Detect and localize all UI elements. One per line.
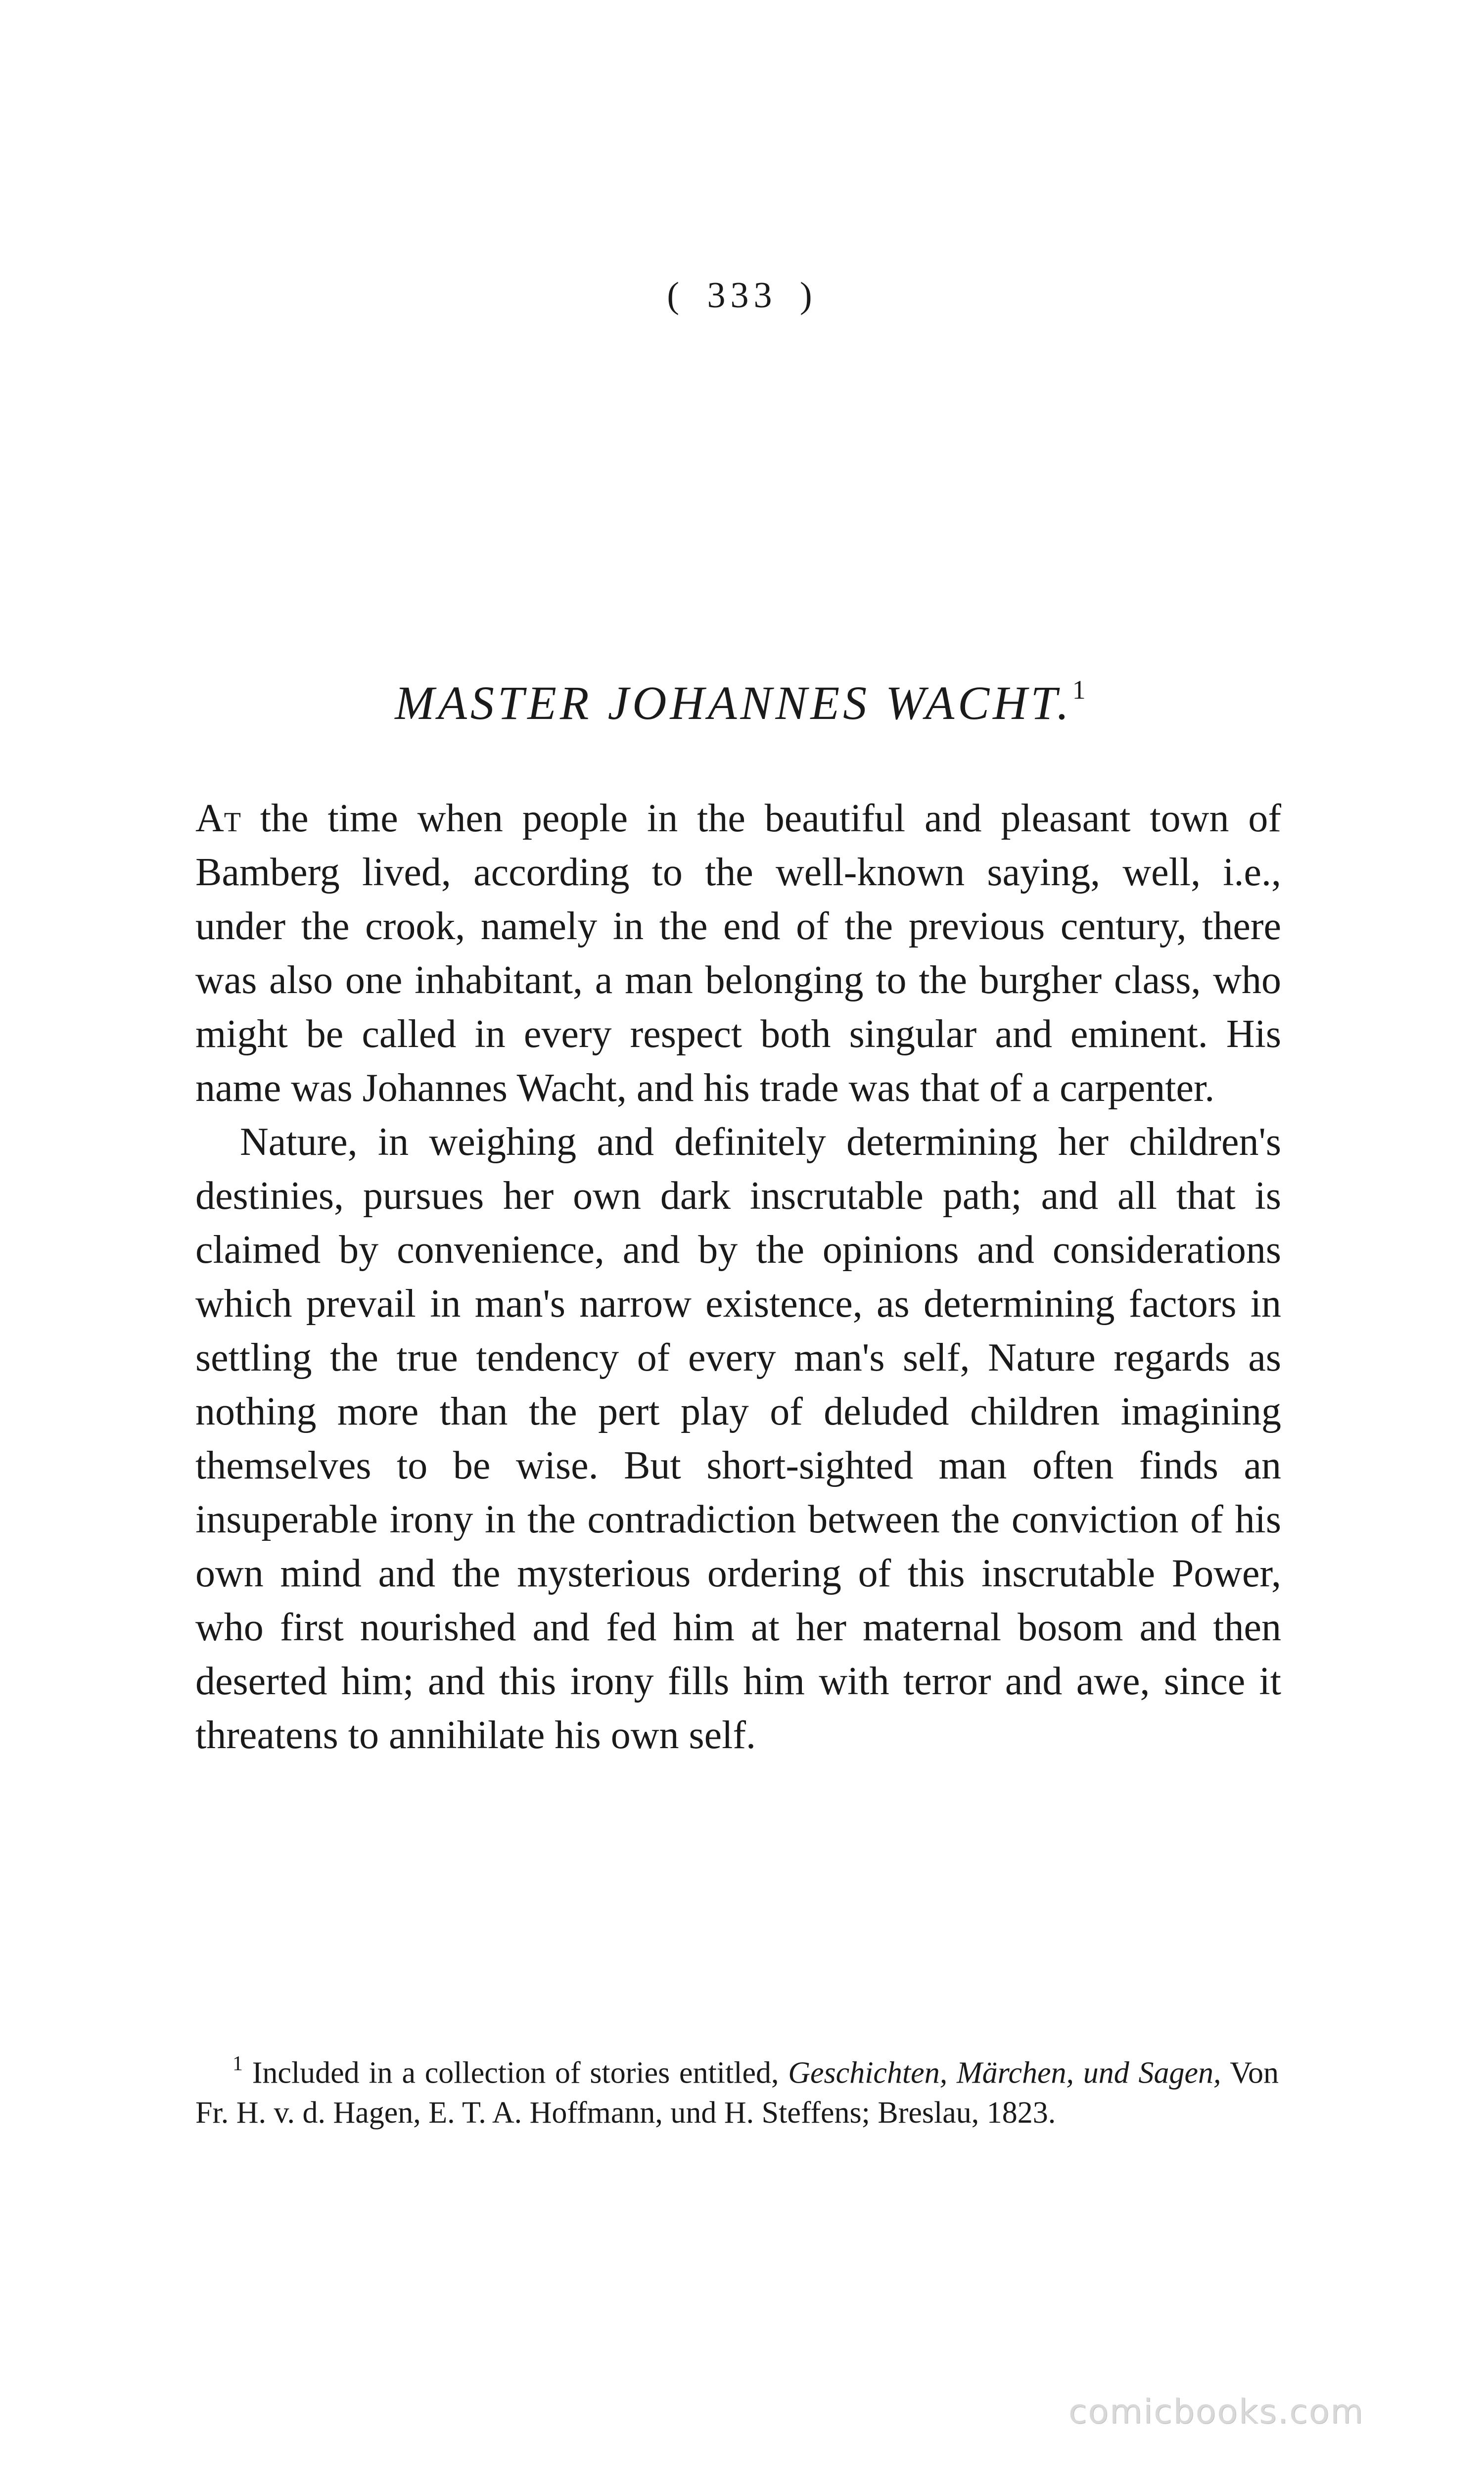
paragraph-2: Nature, in weighing and definitely determining her children's destinies, pursues her own dark inscrutable path; and all that is claimed by convenience, and by the opinions and considerations which prevail in man's narrow existence, as determining factors in settling the true tendency of every man's self, Nature regards as nothing more than the pert play of deluded children imagining themselves to be wise. But short-sighted man often finds an insuperable irony in the contradiction between the conviction of his own mind and the mysterious ordering of this inscrutable Power, who first nourished and fed him at her maternal bosom and then deserted him; and this irony fills him with terror and awe, since it threatens to annihilate his own self. (195, 1120, 1281, 1757)
footnote-reference: 1 (1072, 675, 1089, 705)
footnote-text-before: Included in a collection of stories entitled, (243, 2056, 788, 2090)
page-number: ( 333 ) (667, 275, 817, 316)
footnote (195, 2046, 1279, 2133)
footnote-text-after: Von Fr. H. v. d. Hagen, E. T. A. Hoffmann, und H. Steffens; Breslau, 1823. (195, 2056, 1279, 2130)
paragraph-1 (195, 792, 1281, 1115)
footnote-italic-title: Geschichten, Märchen, und Sagen, (788, 2056, 1221, 2090)
watermark-logo: comicbooks.com (1068, 2392, 1364, 2431)
body-text (195, 792, 1281, 1762)
chapter-title (195, 675, 1289, 730)
footnote-mark: 1 (232, 2052, 243, 2075)
chapter-title-text: MASTER JOHANNES WACHT. (395, 676, 1072, 729)
paragraph-1-text: the time when people in the beautiful and pleasant town of Bamberg lived, according to the well-known saying, well, i.e., under the crook, namely in the end of the previous century, there was also one inhabitant, a man belonging to the burgher class, who might be called in every respect both singular and eminent. His name was Johannes Wacht, and his trade was that of a carpenter. (195, 797, 1281, 1110)
paragraph-1-lead: At (195, 797, 241, 840)
